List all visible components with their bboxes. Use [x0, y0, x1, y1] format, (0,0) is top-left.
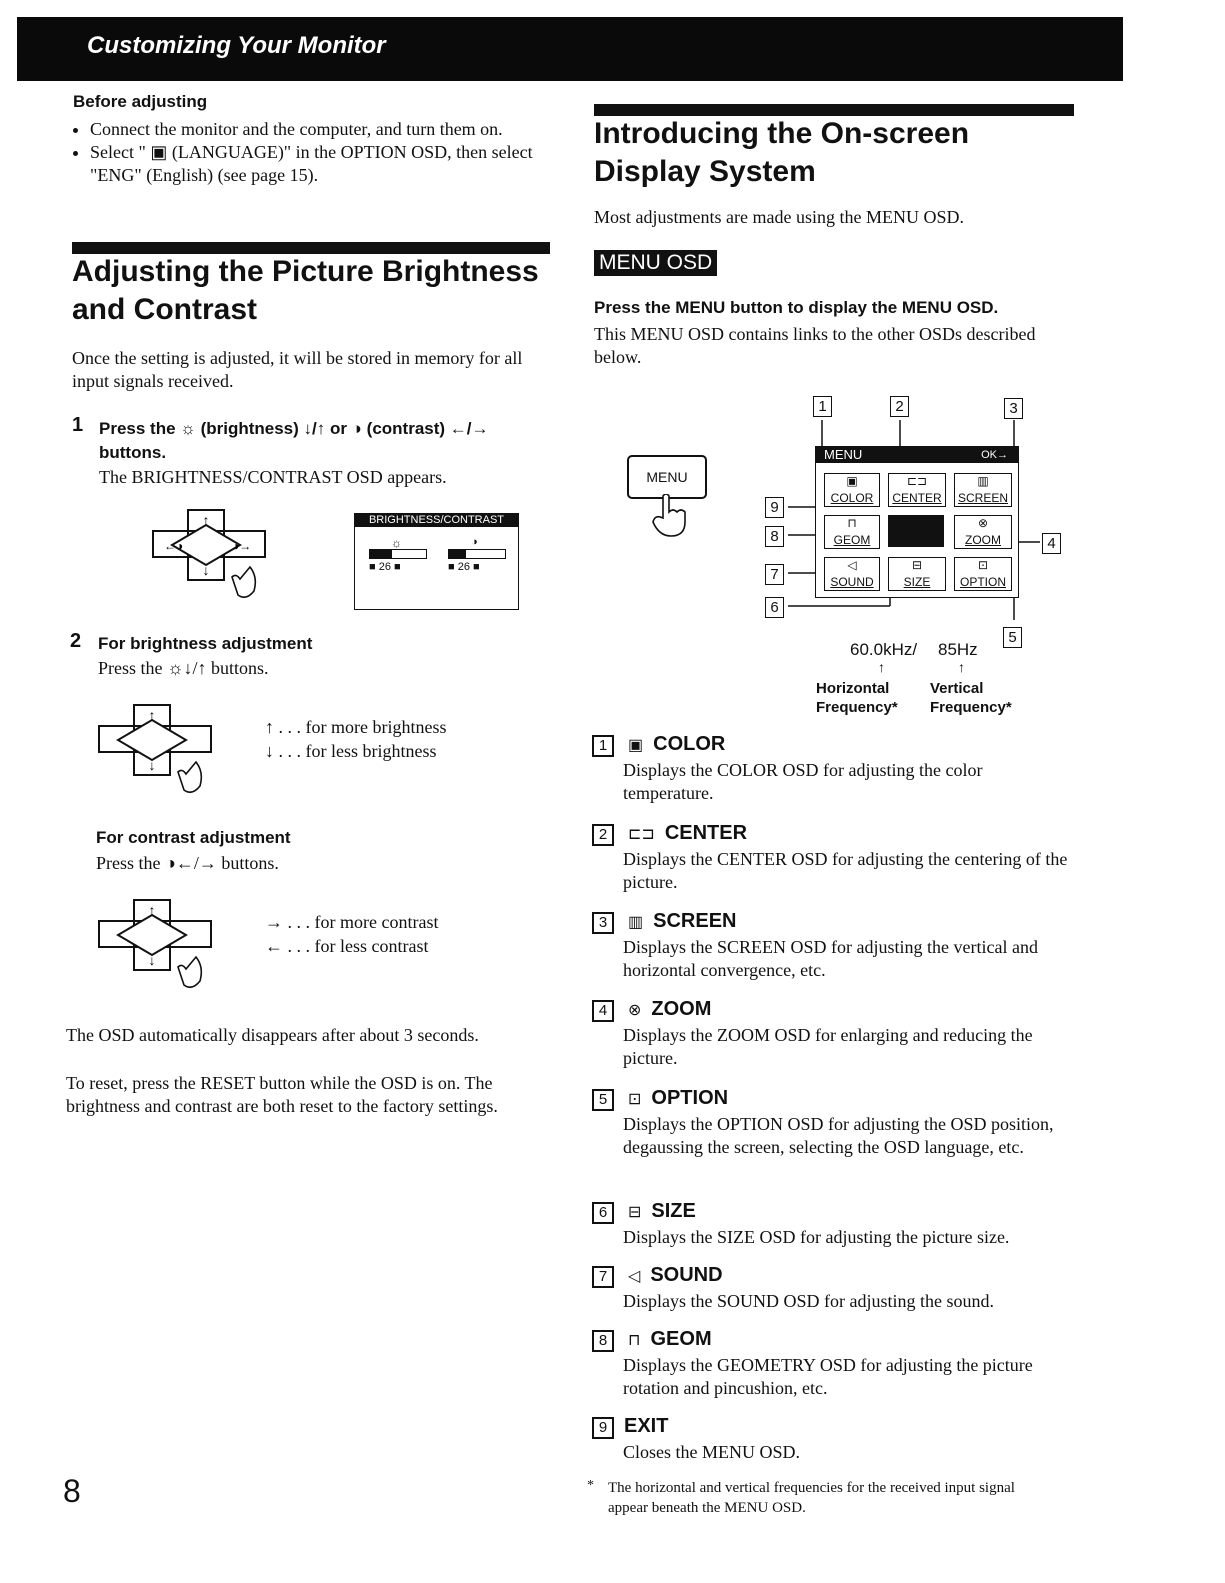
contrast-text: Press the ◑←/→ buttons. — [96, 853, 279, 873]
intro-text: Most adjustments are made using the MENU OSD. — [594, 207, 964, 227]
callout-4: 4 — [1042, 533, 1061, 554]
svg-text:←◑: ←◑ — [164, 539, 184, 553]
contrast-value: ■ 26 ■ — [448, 561, 480, 573]
brightness-icon: ☼ — [391, 536, 402, 550]
vertical-frequency-label: Vertical Frequency* — [930, 680, 1012, 716]
step-number: 2 — [70, 630, 82, 652]
osd-item-4: 4 ⊗ ZOOM Displays the ZOOM OSD for enlarging and reducing the picture. — [592, 998, 1072, 1070]
osd-sound-button: ◁ SOUND — [824, 557, 880, 591]
press-menu-text: This MENU OSD contains links to the other OSDs described below. — [594, 324, 1036, 367]
list-item: • Select " ▣ (LANGUAGE)" in the OPTION OSD, then select "ENG" (English) (see page 15). — [90, 141, 570, 187]
osd-color-button: ▣ COLOR — [824, 473, 880, 507]
svg-text:↓: ↓ — [148, 757, 156, 773]
callout-7: 7 — [765, 564, 784, 585]
osd-item-8: 8 ⊓ GEOM Displays the GEOMETRY OSD for adjusting the picture rotation and pincushion, etc. — [592, 1328, 1072, 1400]
control-pad-icon — [96, 895, 236, 1000]
osd-menu-exit: OK→ — [981, 449, 1008, 461]
osd-item-7: 7 ◁ SOUND Displays the SOUND OSD for adjusting the sound. — [592, 1264, 1072, 1313]
osd-selected-block — [888, 515, 944, 547]
press-menu-heading: Press the MENU button to display the MENU OSD. — [594, 298, 999, 317]
callout-6: 6 — [765, 597, 784, 618]
section-title: Introducing the On-screen Display System — [594, 117, 970, 188]
contrast-bar — [448, 549, 506, 559]
osd-menu-title: MENU — [824, 447, 863, 462]
osd-center-button: ⊏⊐ CENTER — [888, 473, 946, 507]
header-bar — [17, 17, 1123, 81]
horizontal-frequency: 60.0kHz/ — [850, 640, 918, 659]
intro-text: Once the setting is adjusted, it will be stored in memory for all input signals received. — [72, 348, 523, 391]
less-brightness: ↓ . . . for less brightness — [265, 741, 437, 761]
horizontal-frequency-label: Horizontal Frequency* — [816, 680, 898, 716]
osd-item-6: 6 ⊟ SIZE Displays the SIZE OSD for adjusting the picture size. — [592, 1200, 1072, 1249]
more-brightness: ↑ . . . for more brightness — [265, 717, 447, 737]
svg-text:↑: ↑ — [148, 902, 156, 918]
osd-size-button: ⊟ SIZE — [888, 557, 946, 591]
osd-title: BRIGHTNESS/CONTRAST — [355, 514, 518, 527]
list-item: • Connect the monitor and the computer, and turn them on. — [90, 118, 570, 141]
osd-screen-button: ▥ SCREEN — [954, 473, 1012, 507]
step1-subtext: The BRIGHTNESS/CONTRAST OSD appears. — [99, 467, 447, 487]
menu-osd-badge: MENU OSD — [594, 250, 717, 276]
vertical-frequency: 85Hz — [938, 640, 978, 659]
center-icon: ⊏⊐ — [628, 826, 655, 843]
callout-9: 9 — [765, 497, 784, 518]
brightness-contrast-osd — [354, 513, 519, 610]
callout-1: 1 — [813, 396, 832, 417]
zoom-icon: ⊗ — [628, 1002, 642, 1019]
arrow-up-icon: ↑ — [878, 659, 885, 675]
callout-2: 2 — [890, 396, 909, 417]
step1-text: Press the ☼ (brightness) ↓/↑ or ◑ (contrast) ←/→ buttons. — [99, 419, 489, 462]
osd-option-button: ⊡ OPTION — [954, 557, 1012, 591]
sound-icon: ◁ — [628, 1268, 641, 1285]
auto-disappear-text: The OSD automatically disappears after about 3 seconds. — [66, 1025, 479, 1045]
step-number: 1 — [72, 414, 84, 436]
contrast-heading: For contrast adjustment — [96, 828, 291, 847]
page-number: 8 — [63, 1473, 81, 1509]
menu-button — [627, 455, 707, 499]
osd-item-2: 2 ⊏⊐ CENTER Displays the CENTER OSD for adjusting the centering of the picture. — [592, 822, 1072, 894]
step2-heading: For brightness adjustment — [98, 634, 313, 653]
control-pad-icon — [96, 700, 236, 805]
osd-item-5: 5 ⊡ OPTION Displays the OPTION OSD for adjusting the OSD position, degaussing the screen, selecting the OSD language, etc. — [592, 1087, 1072, 1159]
menu-button-label: MENU — [646, 469, 688, 485]
reset-text: To reset, press the RESET button while the OSD is on. The brightness and contrast are both reset to the factory settings. — [66, 1073, 498, 1116]
brightness-bar — [369, 549, 427, 559]
before-adjusting-heading: Before adjusting — [73, 92, 208, 111]
section-title: Adjusting the Picture Brightness and Contrast — [72, 255, 539, 326]
callout-8: 8 — [765, 526, 784, 547]
more-contrast: → . . . for more contrast — [265, 912, 439, 932]
svg-text:↑: ↑ — [148, 707, 156, 723]
svg-text:◑→: ◑→ — [232, 539, 252, 553]
osd-geom-button: ⊓ GEOM — [824, 515, 880, 549]
step2-text: Press the ☼↓/↑ buttons. — [98, 658, 269, 678]
contrast-icon: ◑ — [471, 536, 478, 548]
size-icon: ⊟ — [628, 1204, 642, 1221]
osd-item-9: 9 EXIT Closes the MENU OSD. — [592, 1415, 1072, 1464]
osd-item-1: 1 ▣ COLOR Displays the COLOR OSD for adjusting the color temperature. — [592, 733, 1072, 805]
page-header-title: Customizing Your Monitor — [87, 32, 386, 59]
less-contrast: ← . . . for less contrast — [265, 936, 429, 956]
footnote-mark: * — [587, 1478, 594, 1493]
geom-icon: ⊓ — [628, 1332, 641, 1349]
callout-5: 5 — [1003, 627, 1022, 648]
hand-pointer-icon — [645, 494, 695, 542]
osd-zoom-button: ⊗ ZOOM — [954, 515, 1012, 549]
svg-text:↑: ↑ — [202, 512, 210, 528]
brightness-value: ■ 26 ■ — [369, 561, 401, 573]
screen-icon: ▥ — [628, 914, 644, 931]
footnote: The horizontal and vertical frequencies for the received input signal appear beneath the MENU OSD. — [608, 1480, 1015, 1516]
osd-item-3: 3 ▥ SCREEN Displays the SCREEN OSD for adjusting the vertical and horizontal convergence, etc. — [592, 910, 1072, 982]
color-icon: ▣ — [628, 737, 644, 754]
arrow-up-icon: ↑ — [958, 659, 965, 675]
callout-3: 3 — [1004, 398, 1023, 419]
svg-text:↓: ↓ — [202, 562, 210, 578]
control-pad-icon — [150, 505, 290, 610]
before-adjusting-list — [72, 118, 570, 187]
option-icon: ⊡ — [628, 1091, 642, 1108]
menu-osd-panel — [815, 446, 1019, 598]
svg-text:↓: ↓ — [148, 952, 156, 968]
